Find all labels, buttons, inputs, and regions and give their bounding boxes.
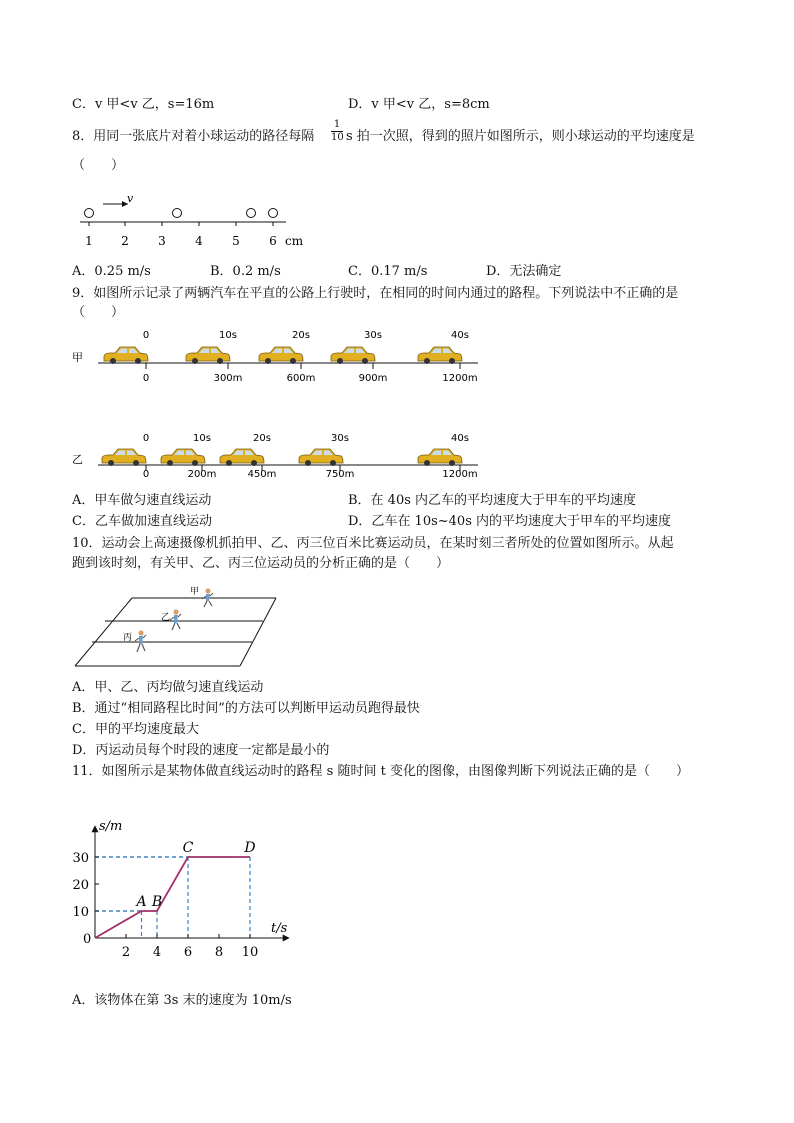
ball-position-2 [173, 209, 182, 218]
point-label-d: D [244, 840, 256, 856]
car-yi-time: 20s [253, 433, 271, 444]
q10-option-d: D．丙运动员每个时段的速度一定都是最小的 [72, 743, 330, 758]
car-yi [161, 449, 205, 466]
point-label-c: C [182, 840, 194, 856]
q8-fraction [331, 120, 343, 143]
y-tick-label: 10 [72, 905, 89, 920]
q9-option-c: C．乙车做加速直线运动 [72, 514, 212, 529]
q8-ball-figure [70, 190, 330, 250]
car-yi-label: 乙 [72, 453, 83, 466]
point-label-b: B [151, 894, 163, 910]
car-jia [104, 347, 148, 364]
q8-fraction-denominator: 10 [331, 132, 344, 143]
q10-option-c: C．甲的平均速度最大 [72, 722, 199, 737]
q8-option-b: B．0.2 m/s [210, 264, 281, 279]
car-jia-time: 10s [219, 330, 237, 341]
q8-option-d: D．无法确定 [486, 264, 562, 279]
track-edge [240, 598, 276, 666]
y-axis-label: s/m [99, 819, 123, 834]
car-yi-distance: 750m [325, 469, 355, 480]
car-jia-distance: 600m [286, 373, 316, 384]
ball-position-4 [269, 209, 278, 218]
car-yi-time: 30s [331, 433, 349, 444]
car-yi [102, 449, 146, 466]
y-tick-label: 20 [72, 878, 89, 893]
car-jia [259, 347, 303, 364]
q10-track-figure [72, 580, 282, 670]
ruler-label: 5 [232, 234, 240, 248]
origin-label: 0 [83, 932, 92, 947]
runner-jia-label: 甲 [190, 587, 200, 597]
car-jia [331, 347, 375, 364]
q10-option-b: B．通过“相同路程比时间”的方法可以判断甲运动员跑得最快 [72, 701, 420, 716]
ruler-label: 3 [158, 234, 166, 248]
ruler-label: 2 [121, 234, 129, 248]
x-tick-label: 2 [121, 945, 131, 960]
car-jia-time: 20s [292, 330, 310, 341]
y-tick-label: 30 [72, 851, 89, 866]
q9-cars-figure [70, 325, 490, 480]
car-yi-distance: 200m [187, 469, 217, 480]
car-jia [186, 347, 230, 364]
car-jia-time: 30s [364, 330, 382, 341]
velocity-label: v [127, 192, 134, 205]
x-tick-label: 6 [183, 945, 193, 960]
ruler-label: 6 [269, 234, 277, 248]
car-jia-distance: 0 [142, 373, 150, 384]
point-label-a: A [136, 894, 147, 910]
q8-stem-part1: 8．用同一张底片对着小球运动的路径每隔 [72, 129, 315, 144]
x-axis-label: t/s [271, 921, 288, 936]
q9-option-d: D．乙车在 10s~40s 内的平均速度大于甲车的平均速度 [348, 514, 672, 529]
car-yi-time: 0 [142, 433, 150, 444]
q11-stem: 11．如图所示是某物体做直线运动时的路程 s 随时间 t 变化的图像，由图像判断下列说法正确的是（ ） [72, 764, 689, 779]
car-yi-time: 10s [193, 433, 211, 444]
ruler-label: 4 [195, 234, 203, 248]
car-yi-time: 40s [451, 433, 469, 444]
car-yi [220, 449, 264, 466]
q7-option-d: D．v 甲<v 乙，s=8cm [348, 97, 490, 112]
q9-stem-line2: （ ） [72, 305, 125, 320]
runner-yi [170, 609, 181, 630]
x-tick-label: 4 [152, 945, 162, 960]
car-yi-distance: 0 [142, 469, 150, 480]
x-tick-label: 10 [241, 945, 259, 960]
q8-fraction-numerator: 1 [333, 119, 341, 130]
q11-option-a: A．该物体在第 3s 末的速度为 10m/s [72, 993, 292, 1008]
q8-option-c: C．0.17 m/s [348, 264, 428, 279]
q8-stem-paren: （ ） [72, 158, 125, 173]
q8-stem-part2: s 拍一次照，得到的照片如图所示，则小球运动的平均速度是 [346, 129, 695, 144]
x-tick-label: 8 [214, 945, 224, 960]
runner-yi-label: 乙 [161, 613, 171, 623]
car-yi [418, 449, 462, 466]
q9-option-a: A．甲车做匀速直线运动 [72, 493, 212, 508]
ball-position-3 [247, 209, 256, 218]
car-yi-distance: 450m [247, 469, 277, 480]
ruler-unit: cm [285, 234, 304, 248]
ruler-label: 1 [85, 234, 93, 248]
runner-bing-label: 丙 [123, 633, 133, 643]
q9-option-b: B．在 40s 内乙车的平均速度大于甲车的平均速度 [348, 493, 637, 508]
car-jia [418, 347, 462, 364]
q10-stem-line2: 跑到该时刻，有关甲、乙、丙三位运动员的分析正确的是（ ） [72, 556, 450, 571]
q8-option-a: A．0.25 m/s [72, 264, 151, 279]
track-edge [75, 598, 132, 666]
car-jia-distance: 900m [358, 373, 388, 384]
series-line [95, 857, 250, 938]
car-jia-time: 0 [142, 330, 150, 341]
car-jia-distance: 1200m [442, 373, 478, 384]
q10-option-a: A．甲、乙、丙均做匀速直线运动 [72, 680, 264, 695]
car-jia-label: 甲 [72, 351, 83, 364]
q11-st-graph [72, 785, 352, 970]
car-yi [299, 449, 343, 466]
car-yi-distance: 1200m [442, 469, 478, 480]
q10-stem-line1: 10．运动会上高速摄像机抓拍甲、乙、丙三位百米比赛运动员，在某时刻三者所处的位置如图所示。从起 [72, 536, 674, 551]
q9-stem-line1: 9．如图所示记录了两辆汽车在平直的公路上行驶时，在相同的时间内通过的路程。下列说法中不正确的是 [72, 286, 679, 301]
runner-bing [135, 630, 146, 652]
car-jia-distance: 300m [213, 373, 243, 384]
car-jia-time: 40s [451, 330, 469, 341]
ball-position-1 [85, 209, 94, 218]
q7-option-c: C．v 甲<v 乙，s=16m [72, 97, 215, 112]
